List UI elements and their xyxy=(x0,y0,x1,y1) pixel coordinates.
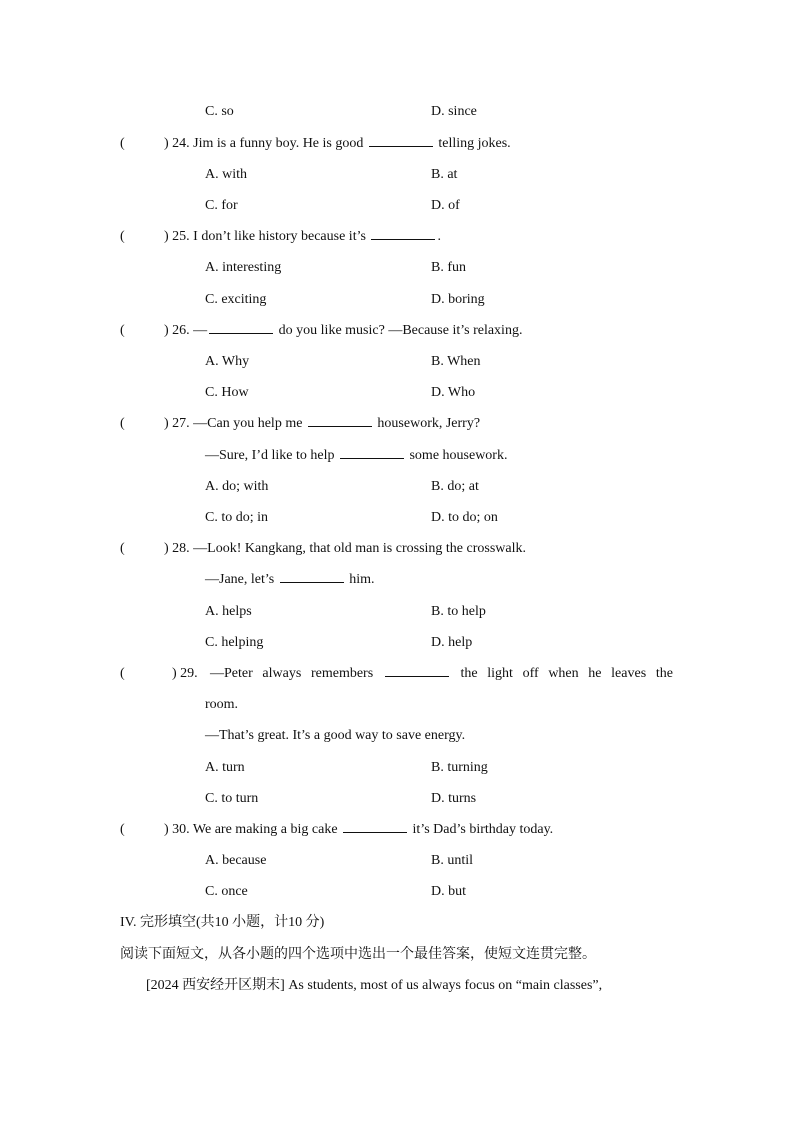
option-b: B. to help xyxy=(431,604,486,619)
option-d: D. boring xyxy=(431,292,485,307)
answer-paren: ( xyxy=(120,666,125,681)
option-a: A. interesting xyxy=(205,260,282,275)
option-d: D. of xyxy=(431,198,460,213)
reply-text: —That’s great. It’s a good way to save energy. xyxy=(205,728,466,743)
option-c: C. so xyxy=(205,104,234,119)
option-b: B. turning xyxy=(431,760,488,775)
option-row xyxy=(0,165,794,185)
stem-text: some housework. xyxy=(409,448,508,463)
answer-paren: ( xyxy=(120,541,125,556)
option-a: A. do; with xyxy=(205,479,269,494)
option-b: B. do; at xyxy=(431,479,479,494)
option-c: C. How xyxy=(205,385,249,400)
stem-text: room. xyxy=(205,697,239,712)
answer-blank xyxy=(369,134,433,147)
option-c: C. to do; in xyxy=(205,510,269,525)
option-d: D. to do; on xyxy=(431,510,498,525)
stem-text: —Jane, let’s xyxy=(205,572,275,587)
answer-paren: ( xyxy=(120,416,125,431)
question-29 xyxy=(0,664,794,684)
stem-text: ) 25. I don’t like history because it’s xyxy=(164,229,366,244)
answer-blank xyxy=(280,570,344,583)
option-a: A. Why xyxy=(205,354,250,369)
option-row xyxy=(0,789,794,809)
option-a: A. with xyxy=(205,167,247,182)
option-b: B. When xyxy=(431,354,481,369)
answer-blank xyxy=(209,321,273,334)
question-26 xyxy=(0,321,794,341)
passage-line xyxy=(0,976,794,996)
stem-word: the xyxy=(655,666,673,681)
question-stem: ) 28. —Look! Kangkang, that old man is crossing the crosswalk. xyxy=(164,541,526,556)
question-25 xyxy=(0,227,794,247)
question-27-reply xyxy=(0,446,794,466)
section-title: IV. 完形填空(共10 小题，计10 分) xyxy=(120,915,325,930)
stem-text: ) 30. We are making a big cake xyxy=(164,822,338,837)
stem-word: when xyxy=(548,666,579,681)
stem-word: off xyxy=(522,666,539,681)
option-row xyxy=(0,633,794,653)
stem-word: light xyxy=(487,666,513,681)
answer-blank xyxy=(385,664,449,677)
answer-paren: ( xyxy=(120,822,125,837)
option-row xyxy=(0,851,794,871)
question-stem xyxy=(164,134,511,154)
stem-text: housework, Jerry? xyxy=(377,416,481,431)
question-29-reply xyxy=(0,726,794,746)
option-c: C. to turn xyxy=(205,791,259,806)
question-stem xyxy=(210,664,673,684)
option-row xyxy=(0,477,794,497)
stem-word: the xyxy=(460,666,478,681)
answer-paren: ( xyxy=(120,323,125,338)
option-row xyxy=(0,602,794,622)
stem-text: it’s Dad’s birthday today. xyxy=(412,822,554,837)
option-d: D. Who xyxy=(431,385,476,400)
stem-text: do you like music? —Because it’s relaxing. xyxy=(278,323,523,338)
stem-word: always xyxy=(262,666,302,681)
stem-text: telling jokes. xyxy=(438,136,511,151)
passage-text: [2024 西安经开区期末] As students, most of us always focus on “main classes”, xyxy=(146,978,603,993)
option-d: D. help xyxy=(431,635,473,650)
stem-text: ) 26. — xyxy=(164,323,208,338)
option-row xyxy=(0,882,794,902)
stem-text: ) 27. —Can you help me xyxy=(164,416,303,431)
option-row xyxy=(0,290,794,310)
answer-paren: ( xyxy=(120,136,125,151)
option-row xyxy=(0,758,794,778)
option-b: B. until xyxy=(431,853,474,868)
option-d: D. since xyxy=(431,104,477,119)
answer-blank xyxy=(308,414,372,427)
option-a: A. turn xyxy=(205,760,245,775)
question-stem xyxy=(164,321,522,341)
question-number: ) 29. xyxy=(172,666,198,681)
reply-text xyxy=(205,570,375,590)
section-instruction xyxy=(0,944,794,964)
question-24 xyxy=(0,134,794,154)
stem-text: . xyxy=(437,229,441,244)
question-stem xyxy=(164,820,553,840)
option-c: C. once xyxy=(205,884,248,899)
answer-blank xyxy=(340,446,404,459)
option-b: B. fun xyxy=(431,260,466,275)
stem-word: —Peter xyxy=(210,666,253,681)
question-27 xyxy=(0,414,794,434)
answer-paren: ( xyxy=(120,229,125,244)
stem-text: ) 24. Jim is a funny boy. He is good xyxy=(164,136,364,151)
answer-blank xyxy=(371,227,435,240)
question-stem xyxy=(164,414,480,434)
question-29-continued xyxy=(0,695,794,715)
stem-text: —Sure, I’d like to help xyxy=(205,448,335,463)
answer-blank xyxy=(343,820,407,833)
option-row xyxy=(0,102,794,122)
question-30 xyxy=(0,820,794,840)
option-row xyxy=(0,383,794,403)
option-row xyxy=(0,352,794,372)
option-row xyxy=(0,196,794,216)
option-row xyxy=(0,508,794,528)
option-c: C. helping xyxy=(205,635,264,650)
question-stem xyxy=(164,227,441,247)
option-row xyxy=(0,258,794,278)
stem-word: remembers xyxy=(310,666,374,681)
option-d: D. turns xyxy=(431,791,477,806)
instruction-text: 阅读下面短文，从各小题的四个选项中选出一个最佳答案，使短文连贯完整。 xyxy=(120,946,596,962)
option-a: A. helps xyxy=(205,604,252,619)
option-a: A. because xyxy=(205,853,267,868)
option-c: C. for xyxy=(205,198,238,213)
option-d: D. but xyxy=(431,884,466,899)
section-heading xyxy=(0,913,794,933)
question-28-reply xyxy=(0,570,794,590)
question-28 xyxy=(0,539,794,559)
stem-text: him. xyxy=(349,572,375,587)
option-b: B. at xyxy=(431,167,458,182)
option-c: C. exciting xyxy=(205,292,267,307)
stem-word: leaves xyxy=(611,666,647,681)
stem-word: he xyxy=(588,666,602,681)
reply-text xyxy=(205,446,507,466)
